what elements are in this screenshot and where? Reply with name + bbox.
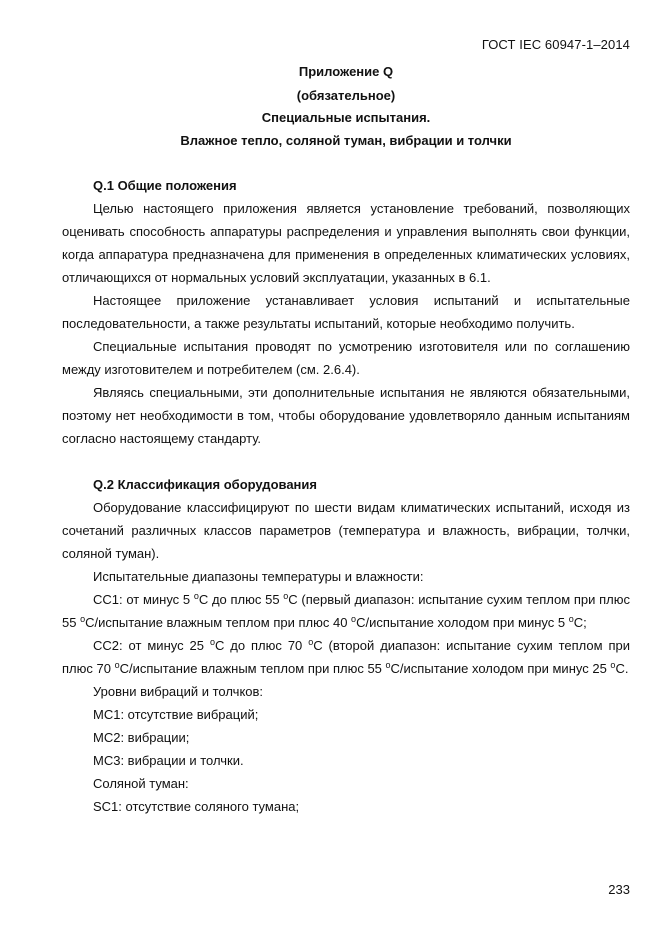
annex-subtitle: Влажное тепло, соляной туман, вибрации и толчки [180,133,512,148]
paragraph: Уровни вибраций и толчков: [93,684,264,699]
list-item: SC1: отсутствие соляного тумана; [93,799,300,814]
list-item: МС2: вибрации; [93,730,190,745]
climate-class-cc2: СС2: от минус 25 $^o$С до плюс 70 $^o$С (второй диапазон: испытание сухим теплом при плюс 70 $^o$С/испытание влажным теплом при плюс 55 $^o$С/испытание холодом при минус 25 $^o$С. [62,637,631,676]
climate-class-cc1: СС1: от минус 5 $^o$С до плюс 55 $^o$С (первый диапазон: испытание сухим теплом при плюс 55 $^o$С/испытание влажным теплом при плюс 40 $^o$С/испытание холодом при минус 5 $^o$С; [62,591,630,630]
section-q2 [62,473,630,818]
annex-status: (обязательное) [296,88,396,103]
annex-title: Приложение Q [298,64,394,79]
paragraph: Испытательные диапазоны температуры и влажности: [93,569,424,584]
standard-designation: ГОСТ IEC 60947-1–2014 [481,37,630,52]
paragraph: Являясь специальными, эти дополнительные испытания не являются обязательными, поэтому нет необходимости в том, чтобы оборудование удовлетворяло данным испытаниям согласно настоящему стандарту. [62,385,630,446]
section-heading: Q.1 Общие положения [93,178,237,193]
section-q1 [62,174,630,450]
paragraph: Специальные испытания проводят по усмотрению изготовителя или по соглашению между изготовителем и потребителем (см. 2.6.4). [62,339,630,377]
paragraph: Соляной туман: [93,776,189,791]
section-heading: Q.2 Классификация оборудования [93,477,317,492]
list-item: МС3: вибрации и толчки. [93,753,244,768]
paragraph: Настоящее приложение устанавливает условия испытаний и испытательные последовательности, а также результаты испытаний, которые необходимо получить. [62,293,630,331]
paragraph: Оборудование классифицируют по шести видам климатических испытаний, исходя из сочетаний различных классов параметров (температура и влажность, вибрации, толчки, соляной туман). [62,500,630,561]
paragraph: Целью настоящего приложения является установление требований, позволяющих оценивать способность аппаратуры распределения и управления выполнять свои функции, когда аппаратура предназначена для применения в определенных климатических условиях, отличающихся от нормальных условий эксплуатации, указанных в 6.1. [62,201,630,285]
page-number: 233 [608,882,630,897]
annex-subject: Специальные испытания. [261,110,431,125]
list-item: МС1: отсутствие вибраций; [93,707,259,722]
